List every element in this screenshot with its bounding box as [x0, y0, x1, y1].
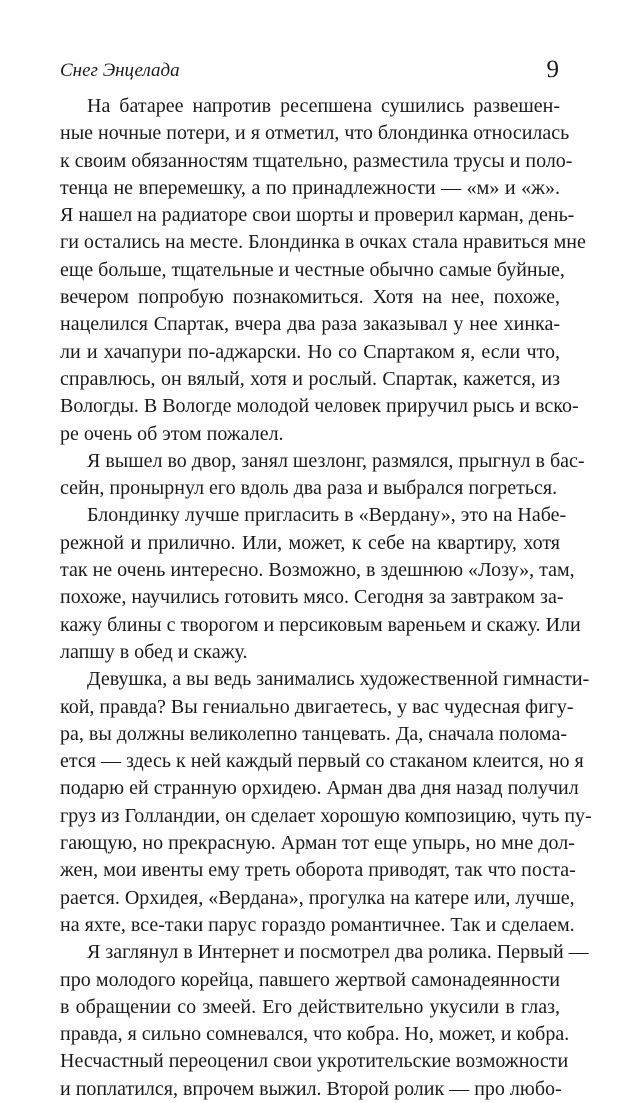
paragraph	[60, 93, 586, 448]
text-line: ли и хачапури по-аджарски. Но со Спартаком я, если что,	[60, 340, 560, 363]
text-line: жен, мои ивенты ему треть оборота приводят, так что поста-	[60, 859, 576, 882]
text-line: Я нашел на радиаторе свои шорты и проверил карман, день-	[60, 204, 575, 227]
paragraph	[60, 666, 592, 939]
text-line: сейн, пронырнул его вдоль два раза и выбрался погреться.	[60, 477, 558, 500]
text-line: Я вышел во двор, занял шезлонг, размялся, прыгнул в бас-	[87, 449, 585, 472]
paragraph	[60, 448, 585, 503]
text-line: Я заглянул в Интернет и посмотрел два ролика. Первый —	[87, 941, 589, 964]
page-number: 9	[546, 56, 559, 83]
text-line: ре очень об этом пожалел.	[60, 422, 284, 445]
text-line: в обращении со змеей. Его действительно укусили в глаз,	[60, 995, 560, 1018]
text-line: Несчастный переоценил свои укротительские возможности	[60, 1050, 569, 1073]
text-line: про молодого корейца, павшего жертвой самонадеянности	[60, 968, 560, 991]
text-line: лапшу в обед и скажу.	[60, 640, 248, 663]
body-text	[60, 93, 592, 1103]
text-line: на яхте, все-таки парус гораздо романтичнее. Так и сделаем.	[60, 913, 575, 936]
text-line: и поплатился, впрочем выжил. Второй ролик — про любо-	[60, 1077, 562, 1100]
text-line: рается. Орхидея, «Вердана», прогулка на катере или, лучше,	[60, 886, 575, 909]
text-line: так не очень интересно. Возможно, в здешнюю «Лозу», там,	[60, 559, 575, 582]
text-line: ги остались на месте. Блондинка в очках стала нравиться мне	[60, 231, 586, 254]
text-line: Блондинку лучше пригласить в «Вердану», это на Набе-	[87, 504, 567, 527]
text-line: ные ночные потери, и я отметил, что блондинка относилась	[60, 122, 570, 145]
text-line: нацелился Спартак, вчера два раза заказывал у нее хинка-	[60, 313, 560, 336]
text-line: груз из Голландии, он сделает хорошую композицию, чуть пу-	[60, 804, 592, 827]
text-line: Девушка, а вы ведь занимались художественной гимнасти-	[87, 668, 590, 691]
text-line: справлюсь, он вялый, хотя и рослый. Спартак, кажется, из	[60, 367, 560, 390]
text-line: кажу блины с творогом и персиковым вареньем и скажу. Или	[60, 613, 581, 636]
text-line: похоже, научились готовить мясо. Сегодня за завтраком за-	[60, 586, 564, 609]
text-line: кой, правда? Вы гениально двигаетесь, у вас чудесная фигу-	[60, 695, 574, 718]
text-line: подарю ей странную орхидею. Арман два дня назад получил	[60, 777, 579, 800]
text-line: правда, я сильно сомневался, что кобра. Но, может, и кобра.	[60, 1023, 570, 1046]
text-line: вечером попробую познакомиться. Хотя на нее, похоже,	[60, 286, 560, 309]
text-line: гающую, но прекрасную. Арман тот еще упырь, но мне дол-	[60, 832, 575, 855]
text-line: ра, вы должны великолепно танцевать. Да, сначала полома-	[60, 722, 567, 745]
text-line: режной и прилично. Или, может, к себе на квартиру, хотя	[60, 531, 560, 554]
text-line: к своим обязанностям тщательно, разместила трусы и поло-	[60, 149, 573, 172]
paragraph	[60, 939, 589, 1103]
text-line: На батарее напротив ресепшена сушились развешен-	[87, 95, 560, 117]
text-line: еще больше, тщательные и честные обычно самые буйные,	[60, 258, 565, 281]
running-title: Снег Энцелада	[60, 60, 180, 81]
text-line: Вологды. В Вологде молодой человек приручил рысь и вско-	[60, 395, 579, 418]
text-line: тенца не вперемешку, а по принадлежности — «м» и «ж».	[60, 176, 560, 199]
text-line: ется — здесь к ней каждый первый со стаканом клеится, но я	[60, 750, 584, 773]
paragraph	[60, 502, 581, 666]
